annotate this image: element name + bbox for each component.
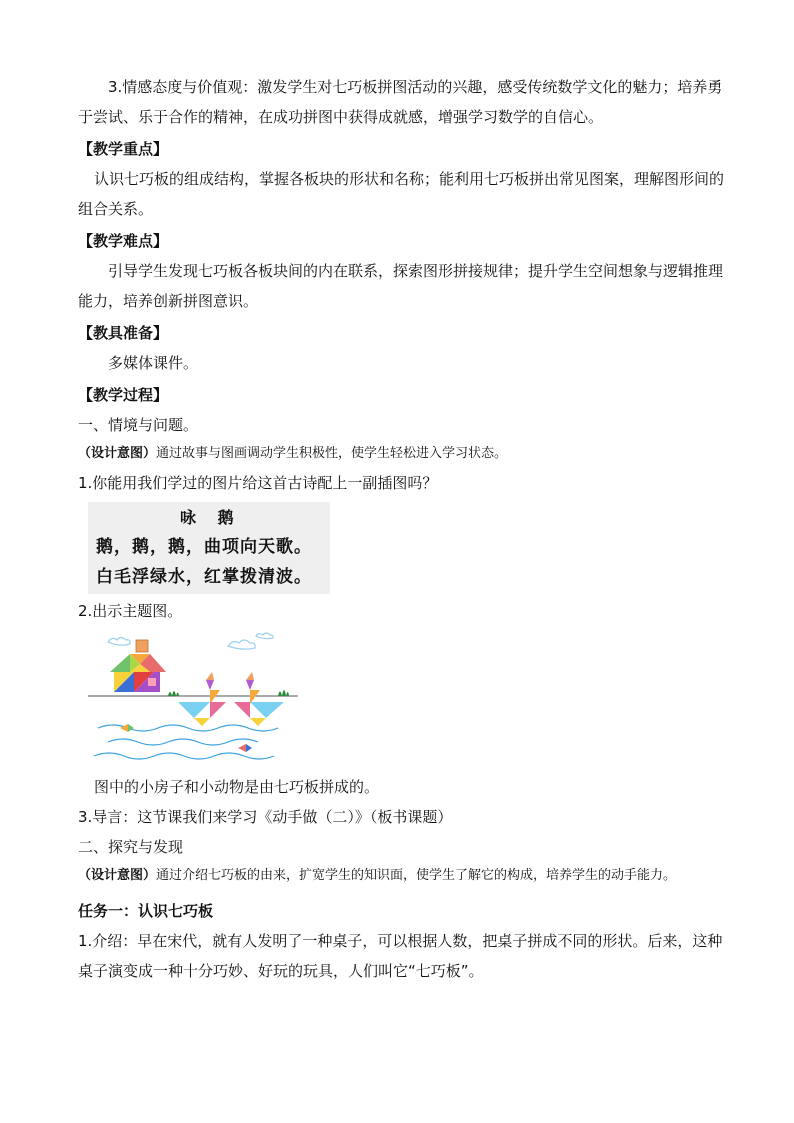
task-1-heading: 任务一：认识七巧板 <box>78 902 214 920</box>
design-intent-1 <box>78 440 724 468</box>
process-heading: 【教学过程】 <box>78 386 169 404</box>
difficulty-heading: 【教学难点】 <box>78 232 169 250</box>
cloud-icon <box>108 633 273 649</box>
document-page <box>78 72 724 986</box>
design-intent-2-label: （设计意图） <box>78 868 157 883</box>
difficulty-text: 引导学生发现七巧板各板块间的内在联系，探索图形拼接规律；提升学生空间想象与逻辑推理能力，培养创新拼图意识。 <box>78 262 724 310</box>
poem-box <box>88 502 330 594</box>
tools-text: 多媒体课件。 <box>108 354 199 372</box>
design-intent-2-text: 通过介绍七巧板的由来，扩宽学生的知识面，使学生了解它的构成，培养学生的动手能力。 <box>156 868 677 883</box>
intro-paragraph: 1.介绍：早在宋代，就有人发明了一种桌子，可以根据人数，把桌子拼成不同的形状。后来，这种桌子演变成一种十分巧妙、好玩的玩具，人们叫它“七巧板”。 <box>78 932 723 980</box>
section-2-title: 二、探究与发现 <box>78 838 184 856</box>
key-points-heading: 【教学重点】 <box>78 140 169 158</box>
design-intent-1-label: （设计意图） <box>78 446 157 461</box>
tangram-scene-illustration <box>88 632 300 768</box>
tools-heading: 【教具准备】 <box>78 324 169 342</box>
poem-title: 咏 鹅 <box>180 508 242 527</box>
design-intent-2 <box>78 862 724 890</box>
key-points-text: 认识七巧板的组成结构，掌握各板块的形状和名称；能利用七巧板拼出常见图案，理解图形间的组合关系。 <box>78 170 725 218</box>
goal-3-paragraph: 3.情感态度与价值观：激发学生对七巧板拼图活动的兴趣，感受传统数学文化的魅力；培养勇于尝试、乐于合作的精神，在成功拼图中获得成就感，增强学习数学的自信心。 <box>78 78 723 126</box>
design-intent-1-text: 通过故事与图画调动学生积极性，使学生轻松进入学习状态。 <box>156 446 508 461</box>
scene-caption: 图中的小房子和小动物是由七巧板拼成的。 <box>94 778 380 796</box>
section-1-title: 一、情境与问题。 <box>78 416 199 434</box>
poem-line-2: 白毛浮绿水，红掌拨清波。 <box>96 567 312 587</box>
question-3: 3.导言：这节课我们来学习《动手做（二）》（板书课题） <box>78 808 453 826</box>
question-2: 2.出示主题图。 <box>78 602 183 620</box>
question-1: 1.你能用我们学过的图片给这首古诗配上一副插图吗？ <box>78 474 438 492</box>
poem-line-1: 鹅，鹅，鹅，曲项向天歌。 <box>96 537 312 557</box>
